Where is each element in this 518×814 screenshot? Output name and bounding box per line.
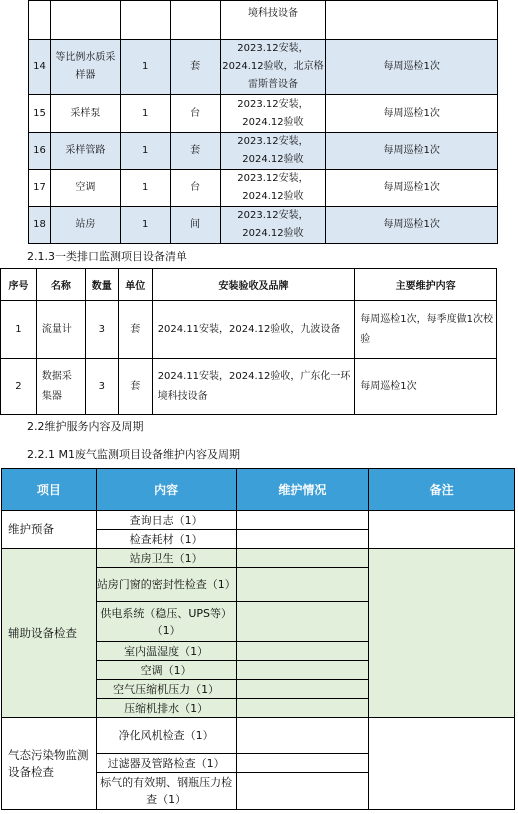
maintenance-item: 压缩机排水（1） xyxy=(96,699,236,718)
group-label: 气态污染物监测设备检查 xyxy=(2,718,97,810)
unit: 套 xyxy=(118,359,152,415)
table-row xyxy=(29,95,498,133)
maintenance: 每周巡检1次 xyxy=(355,359,497,415)
maintenance-item: 空调（1） xyxy=(96,661,236,680)
maintenance-status-cell xyxy=(236,661,369,680)
col-header-remarks: 备注 xyxy=(369,469,515,511)
maintenance-item: 室内温湿度（1） xyxy=(96,642,236,661)
row-number: 16 xyxy=(29,133,51,170)
group-label: 辅助设备检查 xyxy=(2,549,97,718)
equipment-name: 数据采集器 xyxy=(36,359,85,415)
table-row xyxy=(29,1,498,40)
row-number: 18 xyxy=(29,207,51,244)
m1-exhaust-maintenance-table xyxy=(1,468,515,810)
maintenance-status-cell xyxy=(236,602,369,642)
maintenance: 每周巡检1次 xyxy=(326,95,498,133)
maintenance-item: 空气压缩机压力（1） xyxy=(96,680,236,699)
maintenance-item: 检查耗材（1） xyxy=(96,530,236,549)
table-row xyxy=(2,511,515,530)
maintenance: 每周巡检1次 xyxy=(326,170,498,207)
install-info: 2023.12安装，2024.12验收 xyxy=(220,95,326,133)
maintenance-status-cell xyxy=(236,754,369,773)
install-cell: 境科技设备 xyxy=(220,1,326,40)
quantity: 1 xyxy=(120,95,170,133)
section-heading-2-2-1: 2.2.1 M1废气监测项目设备维护内容及周期 xyxy=(27,448,240,461)
col-header-no: 序号 xyxy=(1,269,37,301)
maintenance: 每周巡检1次 xyxy=(326,133,498,170)
maintenance-status-cell xyxy=(236,511,369,530)
table-header-row xyxy=(2,469,515,511)
col-header-maint: 主要维护内容 xyxy=(355,269,497,301)
remarks-cell xyxy=(369,718,515,810)
equipment-name: 采样管路 xyxy=(50,133,120,170)
quantity: 1 xyxy=(120,170,170,207)
unit: 间 xyxy=(170,207,220,244)
table-row xyxy=(2,549,515,568)
row-number: 15 xyxy=(29,95,51,133)
maintenance-status-cell xyxy=(236,568,369,602)
maintenance: 每周巡检1次，每季度做1次校验 xyxy=(355,301,497,359)
unit: 台 xyxy=(170,170,220,207)
install-info: 2023.12安装，2024.12验收 xyxy=(220,170,326,207)
quantity: 1 xyxy=(120,207,170,244)
install-info: 2023.12安装，2024.12验收，北京格雷斯普设备 xyxy=(220,40,326,95)
table-row xyxy=(2,718,515,754)
group-label: 维护预备 xyxy=(2,511,97,549)
row-number: 2 xyxy=(1,359,37,415)
section-heading-2-2: 2.2维护服务内容及周期 xyxy=(27,420,144,433)
section-heading-2-1-3: 2.1.3一类排口监测项目设备清单 xyxy=(27,250,187,263)
remarks-cell xyxy=(369,511,515,549)
table-row xyxy=(29,133,498,170)
col-header-status: 维护情况 xyxy=(236,469,369,511)
maintenance-item: 标气的有效期、钢瓶压力检查（1） xyxy=(96,773,236,810)
row-number: 1 xyxy=(1,301,37,359)
maintenance-item: 站房门窗的密封性检查（1） xyxy=(96,568,236,602)
row-number: 17 xyxy=(29,170,51,207)
unit: 套 xyxy=(170,40,220,95)
col-header-qty: 数量 xyxy=(85,269,118,301)
col-header-project: 项目 xyxy=(2,469,97,511)
quantity: 3 xyxy=(85,359,118,415)
install-info: 2023.12安装，2024.12验收 xyxy=(220,133,326,170)
maintenance-item: 站房卫生（1） xyxy=(96,549,236,568)
table-row xyxy=(1,359,497,415)
quantity: 1 xyxy=(120,133,170,170)
equipment-name: 等比例水质采样器 xyxy=(50,40,120,95)
maintenance-status-cell xyxy=(236,549,369,568)
equipment-name: 空调 xyxy=(50,170,120,207)
unit: 套 xyxy=(118,301,152,359)
quantity: 1 xyxy=(120,40,170,95)
install-info: 2024.11安装，2024.12验收，九波设备 xyxy=(152,301,355,359)
table-row xyxy=(1,301,497,359)
table-row xyxy=(29,170,498,207)
maintenance-status-cell xyxy=(236,530,369,549)
col-header-name: 名称 xyxy=(36,269,85,301)
table-header-row xyxy=(1,269,497,301)
equipment-name: 流量计 xyxy=(36,301,85,359)
col-header-content: 内容 xyxy=(96,469,236,511)
install-info: 2023.12安装，2024.12验收 xyxy=(220,207,326,244)
unit: 台 xyxy=(170,95,220,133)
maintenance: 每周巡检1次 xyxy=(326,207,498,244)
table-row xyxy=(29,40,498,95)
maintenance-item: 过滤器及管路检查（1） xyxy=(96,754,236,773)
maintenance-status-cell xyxy=(236,642,369,661)
maintenance-item: 净化风机检查（1） xyxy=(96,718,236,754)
maintenance-item: 查询日志（1） xyxy=(96,511,236,530)
equipment-list-table-continued xyxy=(28,0,498,244)
equipment-name: 站房 xyxy=(50,207,120,244)
col-header-unit: 单位 xyxy=(118,269,152,301)
install-info: 2024.11安装，2024.12验收，广东化一环境科技设备 xyxy=(152,359,355,415)
quantity: 3 xyxy=(85,301,118,359)
equipment-name: 采样泵 xyxy=(50,95,120,133)
maintenance-status-cell xyxy=(236,718,369,754)
table-row xyxy=(29,207,498,244)
maintenance-status-cell xyxy=(236,699,369,718)
maintenance: 每周巡检1次 xyxy=(326,40,498,95)
maintenance-status-cell xyxy=(236,773,369,810)
row-number: 14 xyxy=(29,40,51,95)
maintenance-item: 供电系统（稳压、UPS等）（1） xyxy=(96,602,236,642)
remarks-cell xyxy=(369,549,515,718)
unit: 套 xyxy=(170,133,220,170)
class-one-outlet-equipment-table xyxy=(0,268,497,415)
col-header-install: 安装验收及品牌 xyxy=(152,269,355,301)
maintenance-status-cell xyxy=(236,680,369,699)
